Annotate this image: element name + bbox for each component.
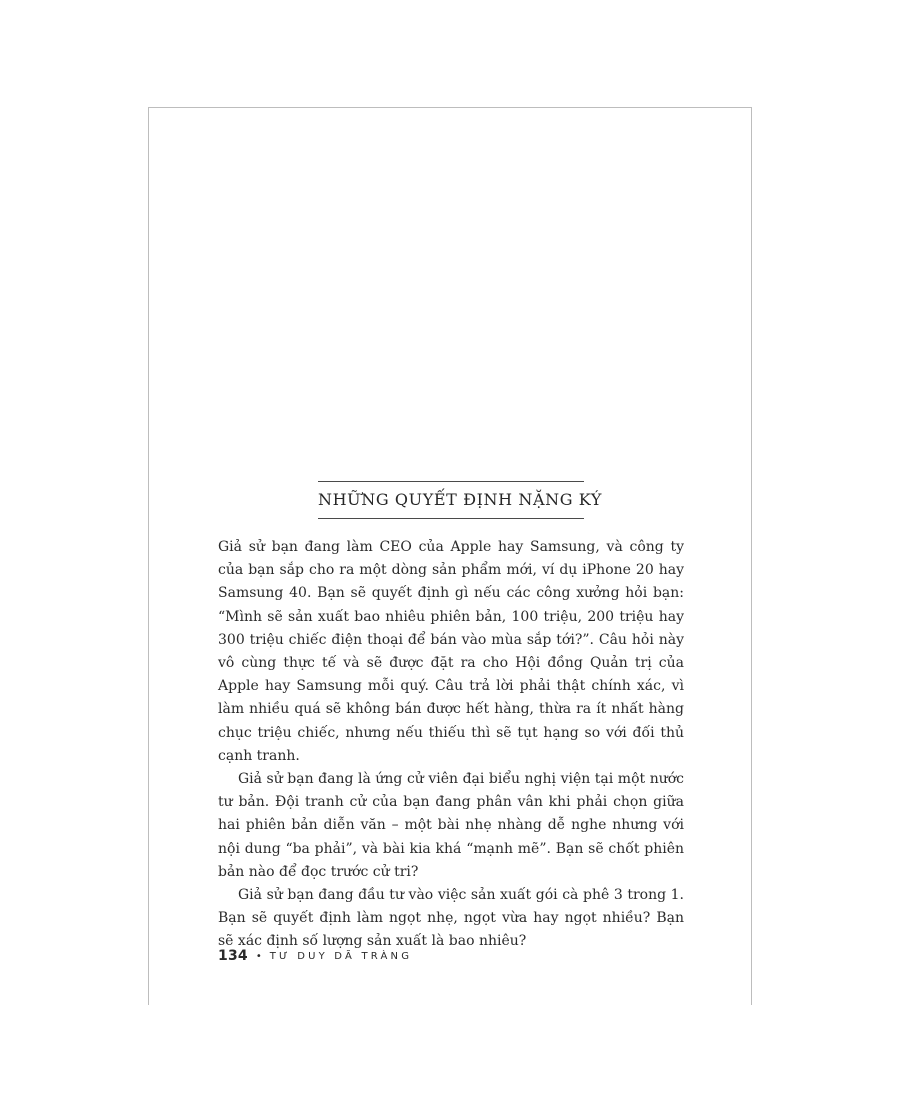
paragraph-2: Giả sử bạn đang là ứng cử viên đại biểu nghị viện tại một nước tư bản. Đội tranh cử của bạn đang phân vân khi phải chọn giữa hai phiên bản diễn văn – một bài nhẹ nhàng dễ nghe nhưng với nội dung “ba phải”, và bài kia khá “mạnh mẽ”. Bạn sẽ chốt phiên bản nào để đọc trước cử tri? — [218, 771, 684, 880]
body-text — [218, 536, 684, 954]
section-heading — [318, 481, 603, 519]
heading-bottom-rule — [318, 518, 584, 519]
section-title: NHỮNG QUYẾT ĐỊNH NẶNG KÝ — [318, 490, 603, 509]
footer-separator: • — [255, 950, 262, 962]
running-book-title: TƯ DUY DÃ TRÀNG — [269, 950, 413, 962]
paragraph-1: Giả sử bạn đang làm CEO của Apple hay Samsung, và công ty của bạn sắp cho ra một dòng sản phẩm mới, ví dụ iPhone 20 hay Samsung 40. Bạn sẽ quyết định gì nếu các công xưởng hỏi bạn: “Mình sẽ sản xuất bao nhiêu phiên bản, 100 triệu, 200 triệu hay 300 triệu chiếc điện thoại để bán vào mùa sắp tới?”. Câu hỏi này vô cùng thực tế và sẽ được đặt ra cho Hội đồng Quản trị của Apple hay Samsung mỗi quý. Câu trả lời phải thật chính xác, vì làm nhiều quá sẽ không bán được hết hàng, thừa ra ít nhất hàng chục triệu chiếc, nhưng nếu thiếu thì sẽ tụt hạng so với đối thủ cạnh tranh. — [218, 539, 684, 764]
paragraph-3: Giả sử bạn đang đầu tư vào việc sản xuất gói cà phê 3 trong 1. Bạn sẽ quyết định làm ngọt nhẹ, ngọt vừa hay ngọt nhiều? Bạn sẽ xác định số lượng sản xuất là bao nhiêu? — [218, 887, 684, 950]
page-number: 134 — [218, 948, 248, 964]
page-footer — [218, 948, 412, 964]
